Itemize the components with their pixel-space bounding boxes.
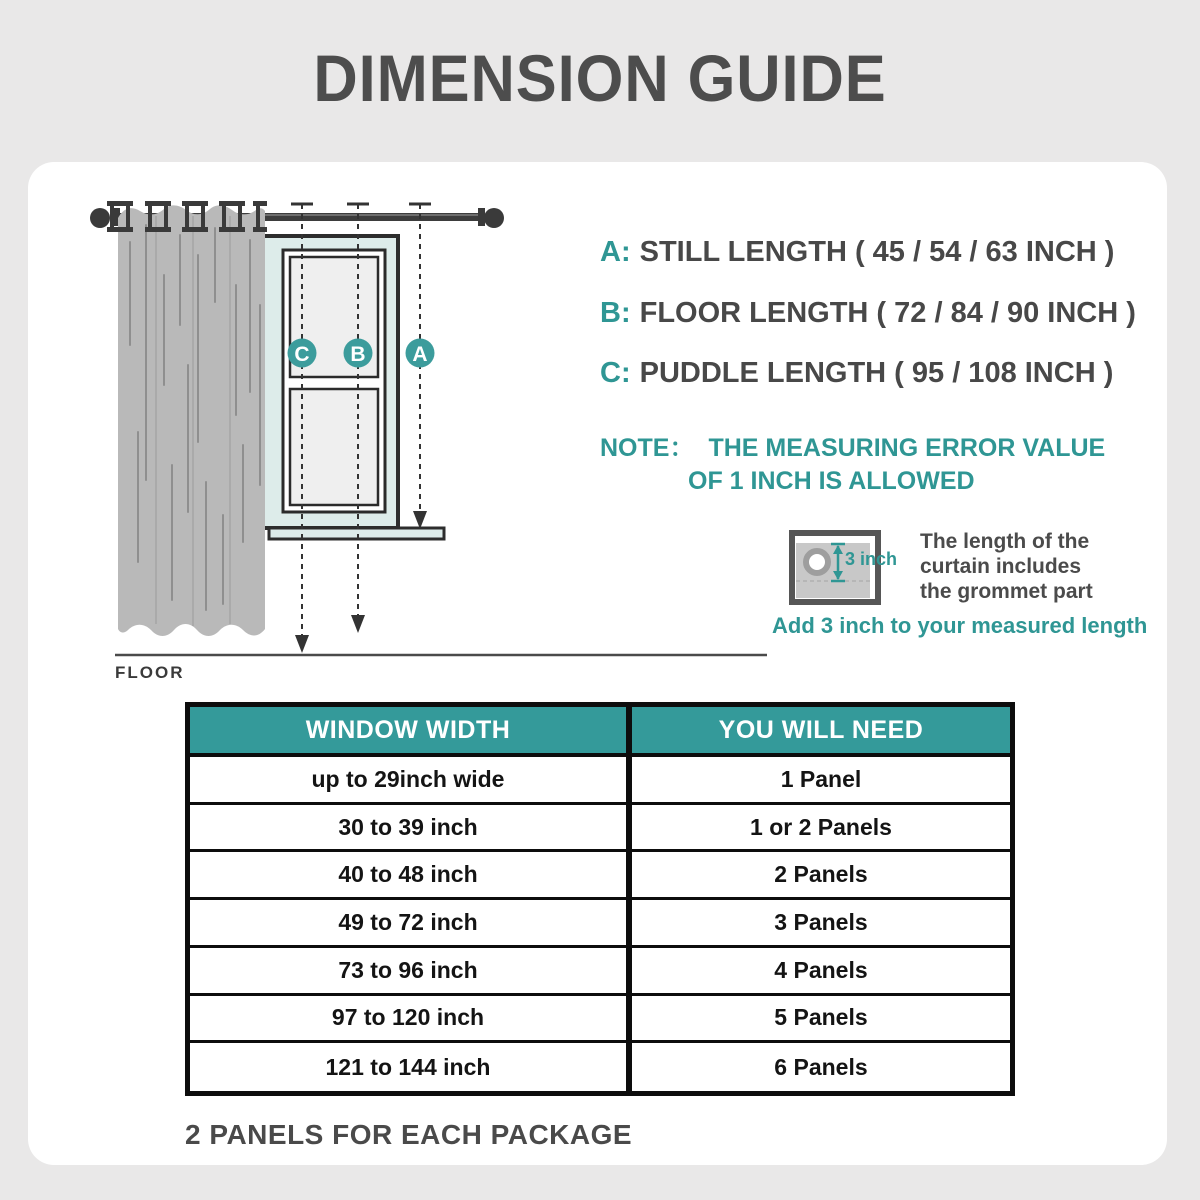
length-text-c: PUDDLE LENGTH ( 95 / 108 INCH ) [639,357,1114,389]
table-cell-panels: 4 Panels [632,948,1010,996]
table-header-you-will-need: YOU WILL NEED [632,707,1010,757]
table-cell-panels: 3 Panels [632,900,1010,948]
table-cell-panels: 2 Panels [632,852,1010,900]
table-cell-panels: 1 Panel [632,757,1010,805]
table-cell-width: 30 to 39 inch [190,805,632,853]
table-cell-width: 73 to 96 inch [190,948,632,996]
badge-letter-b: B [350,343,366,366]
note-text-line2: OF 1 INCH IS ALLOWED [688,467,975,495]
length-key-c: C: [600,357,631,389]
table-row [190,996,1010,1044]
window-illustration [262,236,398,528]
badge-letter-c: C [294,343,310,366]
table-cell-width: up to 29inch wide [190,757,632,805]
note-text-line1: THE MEASURING ERROR VALUE [708,434,1106,462]
measure-badge-b [344,339,373,368]
table-cell-panels: 5 Panels [632,996,1010,1044]
length-item-a [600,236,1114,269]
table-row [190,805,1010,853]
badge-letter-a: A [412,343,428,366]
floor-label: FLOOR [115,663,185,682]
measuring-note [600,428,1105,464]
grommet-description-line1: The length of the [920,530,1090,553]
table-row [190,852,1010,900]
length-text-b: FLOOR LENGTH ( 72 / 84 / 90 INCH ) [639,297,1136,329]
length-key-a: A: [600,236,631,268]
table-cell-panels: 1 or 2 Panels [632,805,1010,853]
table-row [190,1043,1010,1091]
table-cell-width: 97 to 120 inch [190,996,632,1044]
panel-sizing-table [185,702,1015,1096]
window-sill [269,528,444,539]
table-header-window-width: WINDOW WIDTH [190,707,632,757]
package-note: 2 PANELS FOR EACH PACKAGE [185,1119,633,1150]
table-row [190,900,1010,948]
grommet-description-line2: curtain includes [920,555,1082,578]
measure-badge-c [288,339,317,368]
length-item-b [600,297,1136,330]
table-cell-width: 40 to 48 inch [190,852,632,900]
length-text-a: STILL LENGTH ( 45 / 54 / 63 INCH ) [639,236,1115,268]
grommet-ring-icon [806,551,828,573]
grommet-description-line3: the grommet part [920,580,1093,603]
page-title: DIMENSION GUIDE [313,41,887,115]
length-key-b: B: [600,297,631,329]
grommet-description [920,529,1093,604]
table-cell-panels: 6 Panels [774,1053,868,1080]
grommet-measure-label: 3 inch [845,549,898,569]
table-header-row [190,707,1010,757]
curtain-panel [118,205,265,636]
table-cell-width: 49 to 72 inch [190,900,632,948]
note-label: NOTE： [600,434,695,462]
table-row [190,948,1010,996]
measure-badge-a [406,339,435,368]
table-cell-width: 121 to 144 inch [190,1043,632,1091]
grommet-diagram [780,525,910,615]
length-item-c [600,357,1113,390]
table-row [190,757,1010,805]
grommet-tip: Add 3 inch to your measured length [772,613,1148,638]
